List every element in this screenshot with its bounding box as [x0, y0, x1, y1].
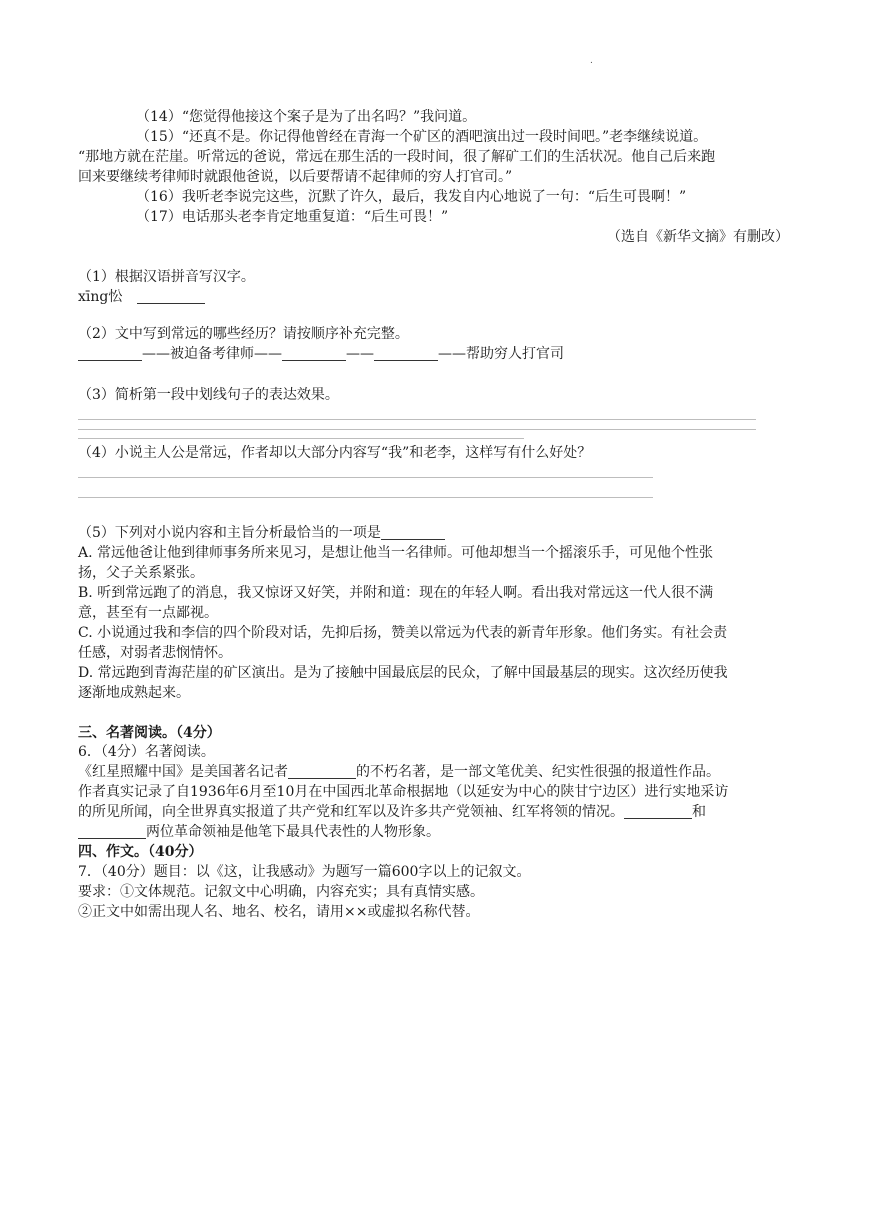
answer-line[interactable]: [78, 419, 756, 420]
answer-line[interactable]: [78, 438, 524, 439]
option-a-cont: 扬，父子关系紧张。: [78, 565, 204, 581]
page-header-mark: .: [590, 56, 593, 66]
question-3: （3）简析第一段中划线句子的表达效果。: [78, 387, 339, 403]
text-segment: 《红星照耀中国》是美国著名记者: [78, 764, 288, 780]
q2-segment-3: ——帮助穷人打官司: [438, 346, 564, 362]
q2-segment-2: ——: [346, 346, 374, 362]
text-segment: 的所见所闻，向全世界真实报道了共产党和红军以及许多共产党领袖、红军将领的情况。: [78, 804, 624, 820]
question-2-answer-line: [78, 343, 564, 363]
requirement-2: ②正文中如需出现人名、地名、校名，请用××或虚拟名称代替。: [78, 904, 480, 920]
answer-line[interactable]: [78, 477, 653, 478]
text-segment: 和: [692, 804, 706, 820]
question-6-line-4: [78, 821, 440, 841]
option-d-cont: 逐渐地成熟起来。: [78, 685, 190, 701]
answer-blank[interactable]: [137, 289, 205, 304]
question-6-line-1: [78, 761, 720, 781]
option-c[interactable]: C. 小说通过我和李信的四个阶段对话，先抑后扬，赞美以常远为代表的新青年形象。他们务实。有社会责: [78, 625, 728, 641]
question-1-answer-line: [78, 286, 205, 306]
question-5-text: （5）下列对小说内容和主旨分析最恰当的一项是: [78, 525, 381, 541]
question-5: [78, 522, 445, 542]
answer-blank[interactable]: [624, 804, 692, 819]
option-d[interactable]: D. 常远跑到青海茫崖的矿区演出。是为了接触中国最底层的民众，了解中国最基层的现实。这次经历使我: [78, 665, 728, 681]
story-paragraph-15-line2: “那地方就在茫崖。听常远的爸说，常远在那生活的一段时间，很了解矿工们的生活状况。他自己后来跑: [78, 149, 716, 165]
answer-line[interactable]: [78, 429, 756, 430]
answer-blank[interactable]: [282, 346, 346, 361]
story-paragraph-15-line3: 回来要继续考律师时就跟他爸说，以后要帮请不起律师的穷人打官司。”: [78, 169, 513, 185]
answer-blank[interactable]: [78, 346, 142, 361]
option-c-cont: 任感，对弱者悲悯情怀。: [78, 645, 232, 661]
option-b-cont: 意，甚至有一点鄙视。: [78, 605, 218, 621]
pinyin-prompt: xīng忪: [78, 289, 123, 305]
answer-line[interactable]: [78, 497, 653, 498]
text-segment: 两位革命领袖是他笔下最具代表性的人物形象。: [146, 824, 440, 840]
story-paragraph-14: （14）“您觉得他接这个案子是为了出名吗？”我问道。: [136, 109, 477, 125]
text-segment: 的不朽名著，是一部文笔优美、纪实性很强的报道性作品。: [356, 764, 720, 780]
question-2: （2）文中写到常远的哪些经历？请按顺序补充完整。: [78, 326, 409, 342]
question-6-line-2: 作者真实记录了自1936年6月至10月在中国西北革命根据地（以延安为中心的陕甘宁边区）进行实地采访: [78, 784, 729, 800]
story-source: （选自《新华文摘》有删改）: [607, 229, 789, 245]
answer-blank[interactable]: [78, 824, 146, 839]
question-6-line-3: [78, 801, 706, 821]
story-paragraph-15: （15）“还真不是。你记得他曾经在青海一个矿区的酒吧演出过一段时间吧。”老李继续说道。: [136, 129, 708, 145]
q2-segment-1: ——被迫备考律师——: [142, 346, 282, 362]
section-3-heading: 三、名著阅读。（4分）: [78, 725, 221, 741]
requirement-1: 要求：①文体规范。记叙文中心明确，内容充实；具有真情实感。: [78, 884, 484, 900]
question-4: （4）小说主人公是常远，作者却以大部分内容写“我”和老李，这样写有什么好处？: [78, 445, 592, 461]
answer-blank[interactable]: [381, 525, 445, 540]
answer-blank[interactable]: [374, 346, 438, 361]
section-4-heading: 四、作文。（40分）: [78, 844, 203, 860]
question-7: 7．（40分）题目：以《这，让我感动》为题写一篇600字以上的记叙文。: [78, 864, 531, 880]
story-paragraph-16: （16）我听老李说完这些，沉默了许久，最后，我发自内心地说了一句：“后生可畏啊！”: [136, 189, 687, 205]
story-paragraph-17: （17）电话那头老李肯定地重复道：“后生可畏！”: [136, 209, 449, 225]
answer-blank[interactable]: [288, 764, 356, 779]
option-b[interactable]: B. 听到常远跑了的消息，我又惊讶又好笑，并附和道：现在的年轻人啊。看出我对常远这一代人很不满: [78, 585, 714, 601]
question-6-head: 6．（4分）名著阅读。: [78, 744, 215, 760]
option-a[interactable]: A. 常远他爸让他到律师事务所来见习，是想让他当一名律师。可他却想当一个摇滚乐手，可见他个性张: [78, 545, 714, 561]
question-1: （1）根据汉语拼音写汉字。: [78, 269, 255, 285]
